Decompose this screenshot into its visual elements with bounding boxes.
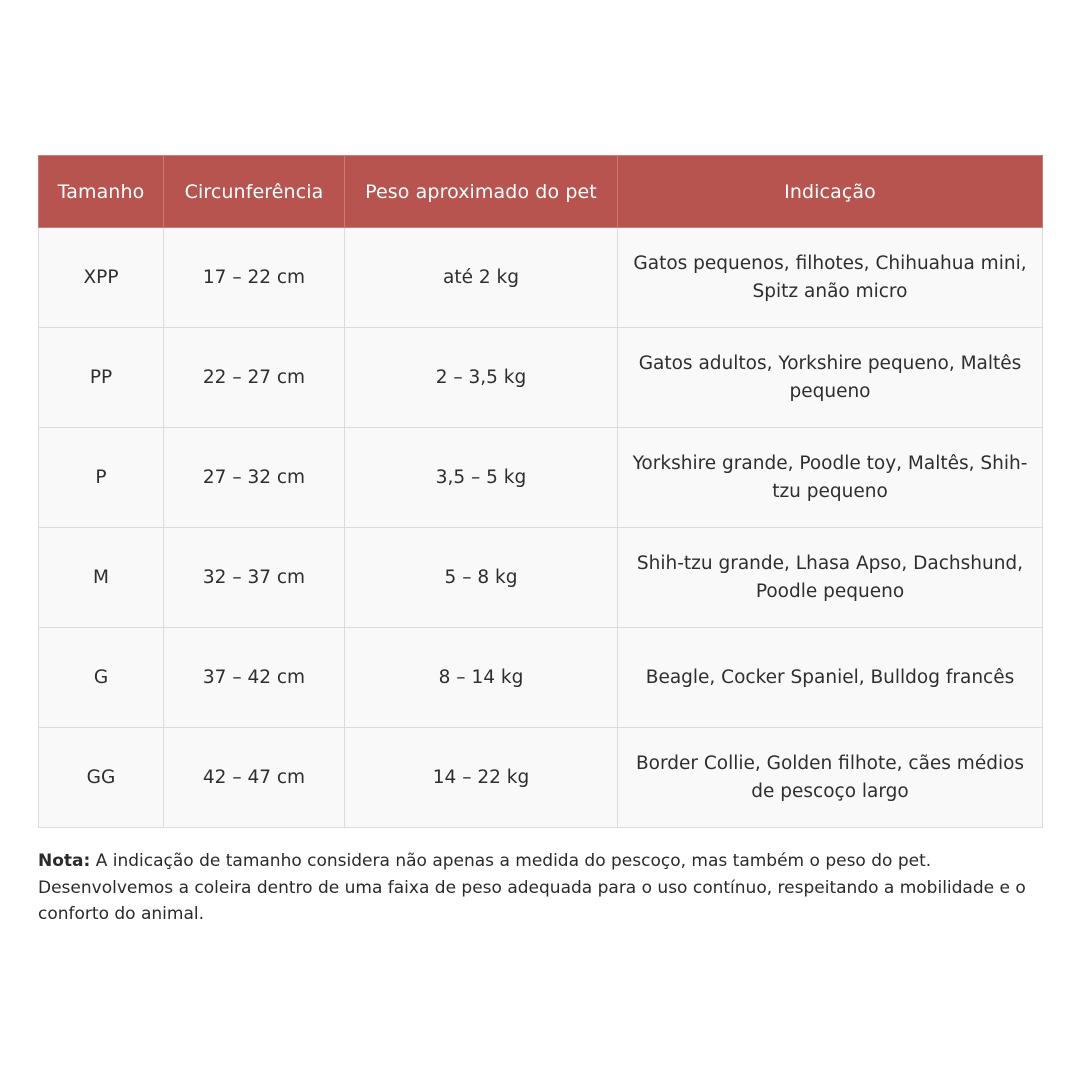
- header-size: Tamanho: [39, 156, 164, 228]
- cell-indication: Shih-tzu grande, Lhasa Apso, Dachshund, Poodle pequeno: [618, 528, 1043, 628]
- cell-circumference: 32 – 37 cm: [164, 528, 345, 628]
- table-row: [39, 428, 1043, 528]
- cell-size: P: [39, 428, 164, 528]
- header-circumference: Circunferência: [164, 156, 345, 228]
- size-chart-table: [38, 155, 1043, 828]
- header-indication: Indicação: [618, 156, 1043, 228]
- cell-weight: 14 – 22 kg: [345, 728, 618, 828]
- note-text: A indicação de tamanho considera não apenas a medida do pescoço, mas também o peso do pet. Desenvolvemos a coleira dentro de uma faixa de peso adequada para o uso contínuo, respeitando a mobilidade e o conforto do animal.: [38, 851, 1026, 924]
- cell-size: G: [39, 628, 164, 728]
- size-note: [38, 848, 1042, 928]
- cell-indication: Yorkshire grande, Poodle toy, Maltês, Shih-tzu pequeno: [618, 428, 1043, 528]
- table-row: [39, 728, 1043, 828]
- cell-weight: 5 – 8 kg: [345, 528, 618, 628]
- table-header: [39, 156, 1043, 228]
- table-row: [39, 228, 1043, 328]
- cell-size: XPP: [39, 228, 164, 328]
- cell-size: PP: [39, 328, 164, 428]
- cell-circumference: 27 – 32 cm: [164, 428, 345, 528]
- cell-size: GG: [39, 728, 164, 828]
- cell-circumference: 42 – 47 cm: [164, 728, 345, 828]
- cell-weight: 8 – 14 kg: [345, 628, 618, 728]
- table-row: [39, 328, 1043, 428]
- cell-indication: Gatos pequenos, filhotes, Chihuahua mini, Spitz anão micro: [618, 228, 1043, 328]
- note-label: Nota:: [38, 851, 91, 871]
- cell-circumference: 17 – 22 cm: [164, 228, 345, 328]
- cell-circumference: 37 – 42 cm: [164, 628, 345, 728]
- cell-weight: até 2 kg: [345, 228, 618, 328]
- cell-indication: Gatos adultos, Yorkshire pequeno, Maltês pequeno: [618, 328, 1043, 428]
- cell-size: M: [39, 528, 164, 628]
- table-row: [39, 628, 1043, 728]
- header-weight: Peso aproximado do pet: [345, 156, 618, 228]
- cell-weight: 3,5 – 5 kg: [345, 428, 618, 528]
- table-row: [39, 528, 1043, 628]
- table-body: [39, 228, 1043, 828]
- cell-circumference: 22 – 27 cm: [164, 328, 345, 428]
- cell-weight: 2 – 3,5 kg: [345, 328, 618, 428]
- cell-indication: Border Collie, Golden filhote, cães médios de pescoço largo: [618, 728, 1043, 828]
- cell-indication: Beagle, Cocker Spaniel, Bulldog francês: [618, 628, 1043, 728]
- header-row: [39, 156, 1043, 228]
